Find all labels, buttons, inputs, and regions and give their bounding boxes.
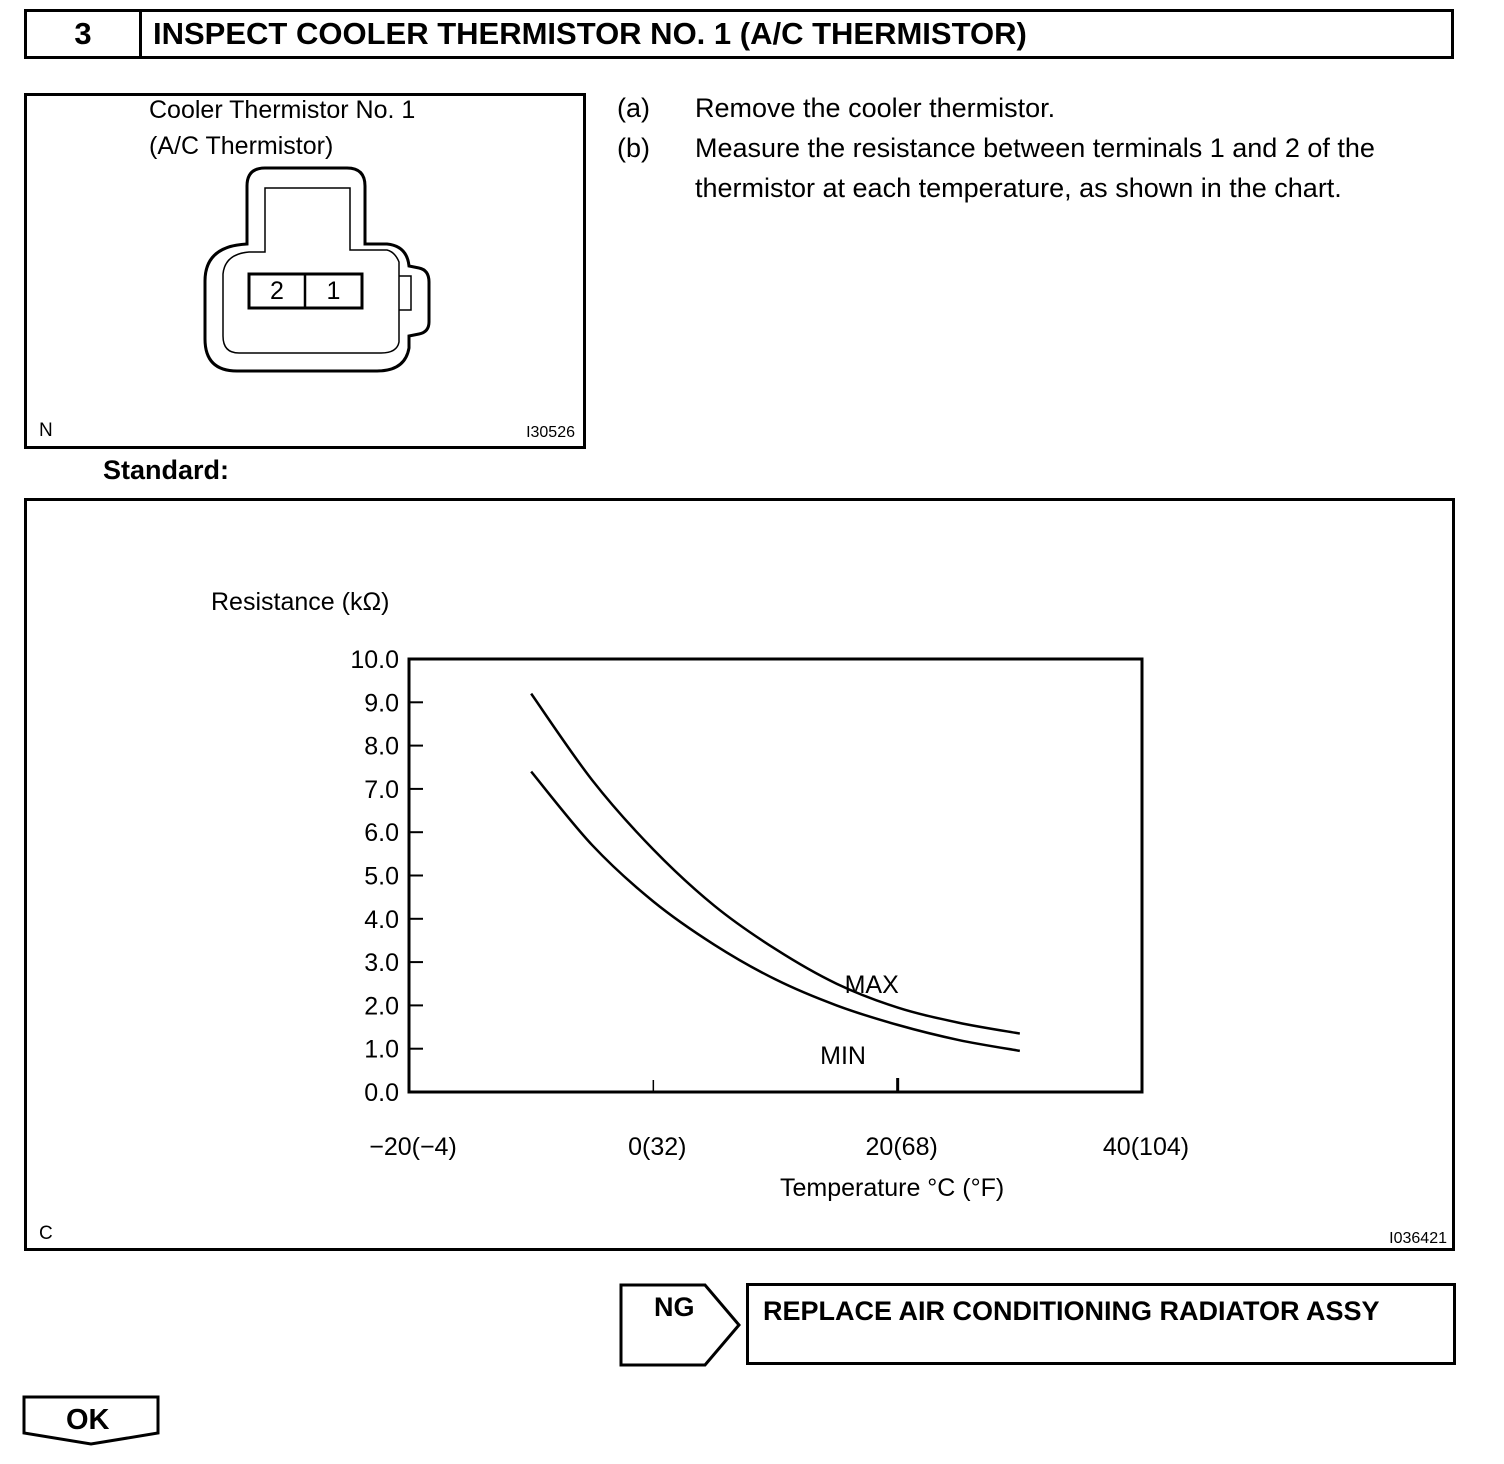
y-tick-label: 6.0 [364,819,399,848]
instruction-text: Measure the resistance between terminals 1 and 2 of the thermistor at each temperature, as shown in the chart. [695,133,1375,203]
plot-area [409,659,1142,1092]
connector-title-line2: (A/C Thermistor) [149,132,334,160]
step-title: INSPECT COOLER THERMISTOR NO. 1 (A/C THERMISTOR) [153,16,1027,51]
instruction-item [617,128,1477,208]
series-label-min: MIN [820,1042,866,1071]
x-tick-label: 20(68) [865,1133,938,1161]
y-tick-label: 2.0 [364,992,399,1021]
x-tick-label: −20(−4) [369,1133,457,1161]
y-tick-label: 9.0 [364,689,399,718]
y-axis-label: Resistance (kΩ) [211,588,390,616]
chart-code-left: C [39,1223,53,1244]
y-tick-label: 4.0 [364,905,399,934]
ok-label: OK [66,1404,110,1436]
y-tick-label: 5.0 [364,862,399,891]
step-number: 3 [27,12,142,56]
connector-figure [24,93,586,449]
standard-label: Standard: [103,455,230,485]
instructions [617,88,1477,208]
series-line-min [531,772,1020,1051]
x-tick-label: 40(104) [1102,1133,1190,1161]
y-tick-label: 3.0 [364,949,399,978]
instruction-item [617,88,1477,128]
terminal-2-label: 2 [270,277,284,305]
ng-result-box: REPLACE AIR CONDITIONING RADIATOR ASSY [746,1283,1456,1365]
chart-code-right: I036421 [1389,1230,1447,1247]
y-tick-label: 8.0 [364,732,399,761]
x-axis-label: Temperature °C (°F) [780,1174,1005,1202]
instruction-marker: (a) [617,93,650,123]
y-tick-label: 1.0 [364,1035,399,1064]
figure-code-right: I30526 [526,424,575,441]
y-tick-label: 7.0 [364,775,399,804]
resistance-chart [24,498,1455,1251]
chart-canvas [27,501,1452,1248]
y-tick-label: 0.0 [364,1079,399,1107]
ng-label: NG [654,1292,695,1322]
instruction-text: Remove the cooler thermistor. [695,93,1056,123]
connector-title-line1: Cooler Thermistor No. 1 [149,96,416,124]
terminal-1-label: 1 [326,277,341,305]
figure-code-left: N [39,420,53,441]
step-header [24,9,1454,59]
series-label-max: MAX [844,970,899,999]
x-tick-label: 0(32) [628,1133,687,1161]
y-tick-label: 10.0 [350,646,399,674]
instruction-marker: (b) [617,133,650,163]
series-line-max [531,694,1020,1034]
